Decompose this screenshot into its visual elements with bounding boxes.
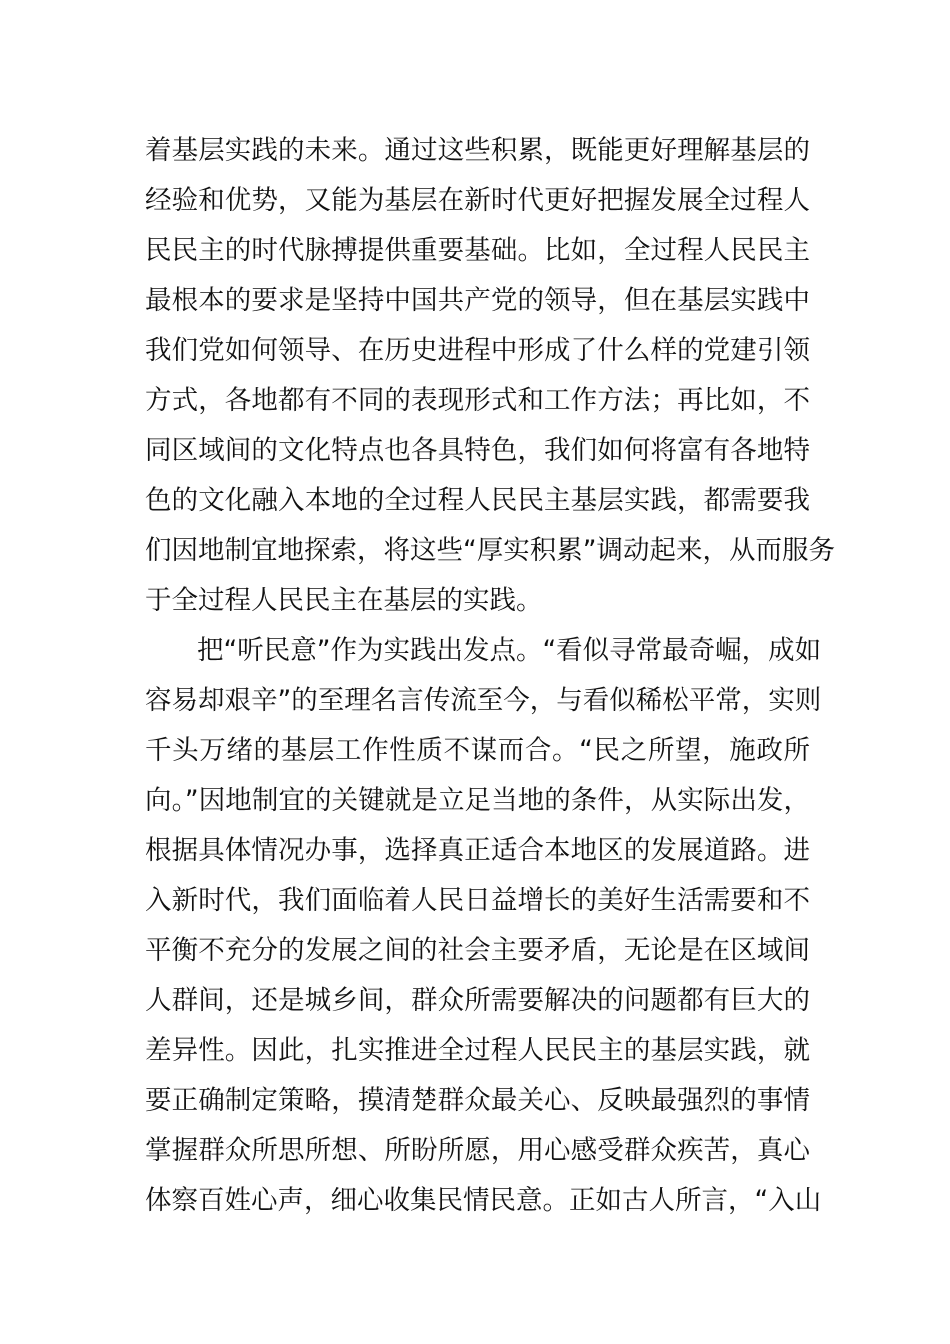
text-line: 向。”因地制宜的关键就是立足当地的条件，从实际出发，	[145, 785, 810, 816]
text-line: 要正确制定策略，摸清楚群众最关心、反映最强烈的事情	[145, 1085, 810, 1116]
text-line: 同区域间的文化特点也各具特色，我们如何将富有各地特	[145, 435, 810, 466]
text-line: 民民主的时代脉搏提供重要基础。比如，全过程人民民主	[145, 235, 810, 266]
text-line: 人群间，还是城乡间，群众所需要解决的问题都有巨大的	[145, 985, 810, 1016]
text-line: 千头万绪的基层工作性质不谋而合。“民之所望，施政所	[145, 735, 810, 766]
text-line: 差异性。因此，扎实推进全过程人民民主的基层实践，就	[145, 1035, 810, 1066]
text-line: 经验和优势，又能为基层在新时代更好把握发展全过程人	[145, 185, 810, 216]
text-line: 色的文化融入本地的全过程人民民主基层实践，都需要我	[145, 485, 810, 516]
text-line: 根据具体情况办事，选择真正适合本地区的发展道路。进	[145, 835, 810, 866]
text-line: 容易却艰辛”的至理名言传流至今，与看似稀松平常，实则	[145, 685, 822, 716]
text-line: 于全过程人民民主在基层的实践。	[145, 585, 543, 616]
paragraph-1	[145, 126, 835, 626]
text-line: 最根本的要求是坚持中国共产党的领导，但在基层实践中	[145, 285, 810, 316]
text-line: 把“听民意”作为实践出发点。“看似寻常最奇崛，成如	[197, 635, 822, 666]
text-line: 平衡不充分的发展之间的社会主要矛盾，无论是在区域间	[145, 935, 810, 966]
text-line: 们因地制宜地探索，将这些“厚实积累”调动起来，从而服务	[145, 535, 835, 566]
text-line: 我们党如何领导、在历史进程中形成了什么样的党建引领	[145, 335, 810, 366]
paragraph-2	[145, 626, 822, 1226]
text-line: 方式，各地都有不同的表现形式和工作方法；再比如，不	[145, 385, 810, 416]
text-line: 掌握群众所思所想、所盼所愿，用心感受群众疾苦，真心	[145, 1135, 810, 1166]
text-line: 体察百姓心声，细心收集民情民意。正如古人所言，“入山	[145, 1185, 822, 1216]
text-line: 着基层实践的未来。通过这些积累，既能更好理解基层的	[145, 135, 810, 166]
body-text	[145, 126, 835, 1226]
text-line: 入新时代，我们面临着人民日益增长的美好生活需要和不	[145, 885, 810, 916]
